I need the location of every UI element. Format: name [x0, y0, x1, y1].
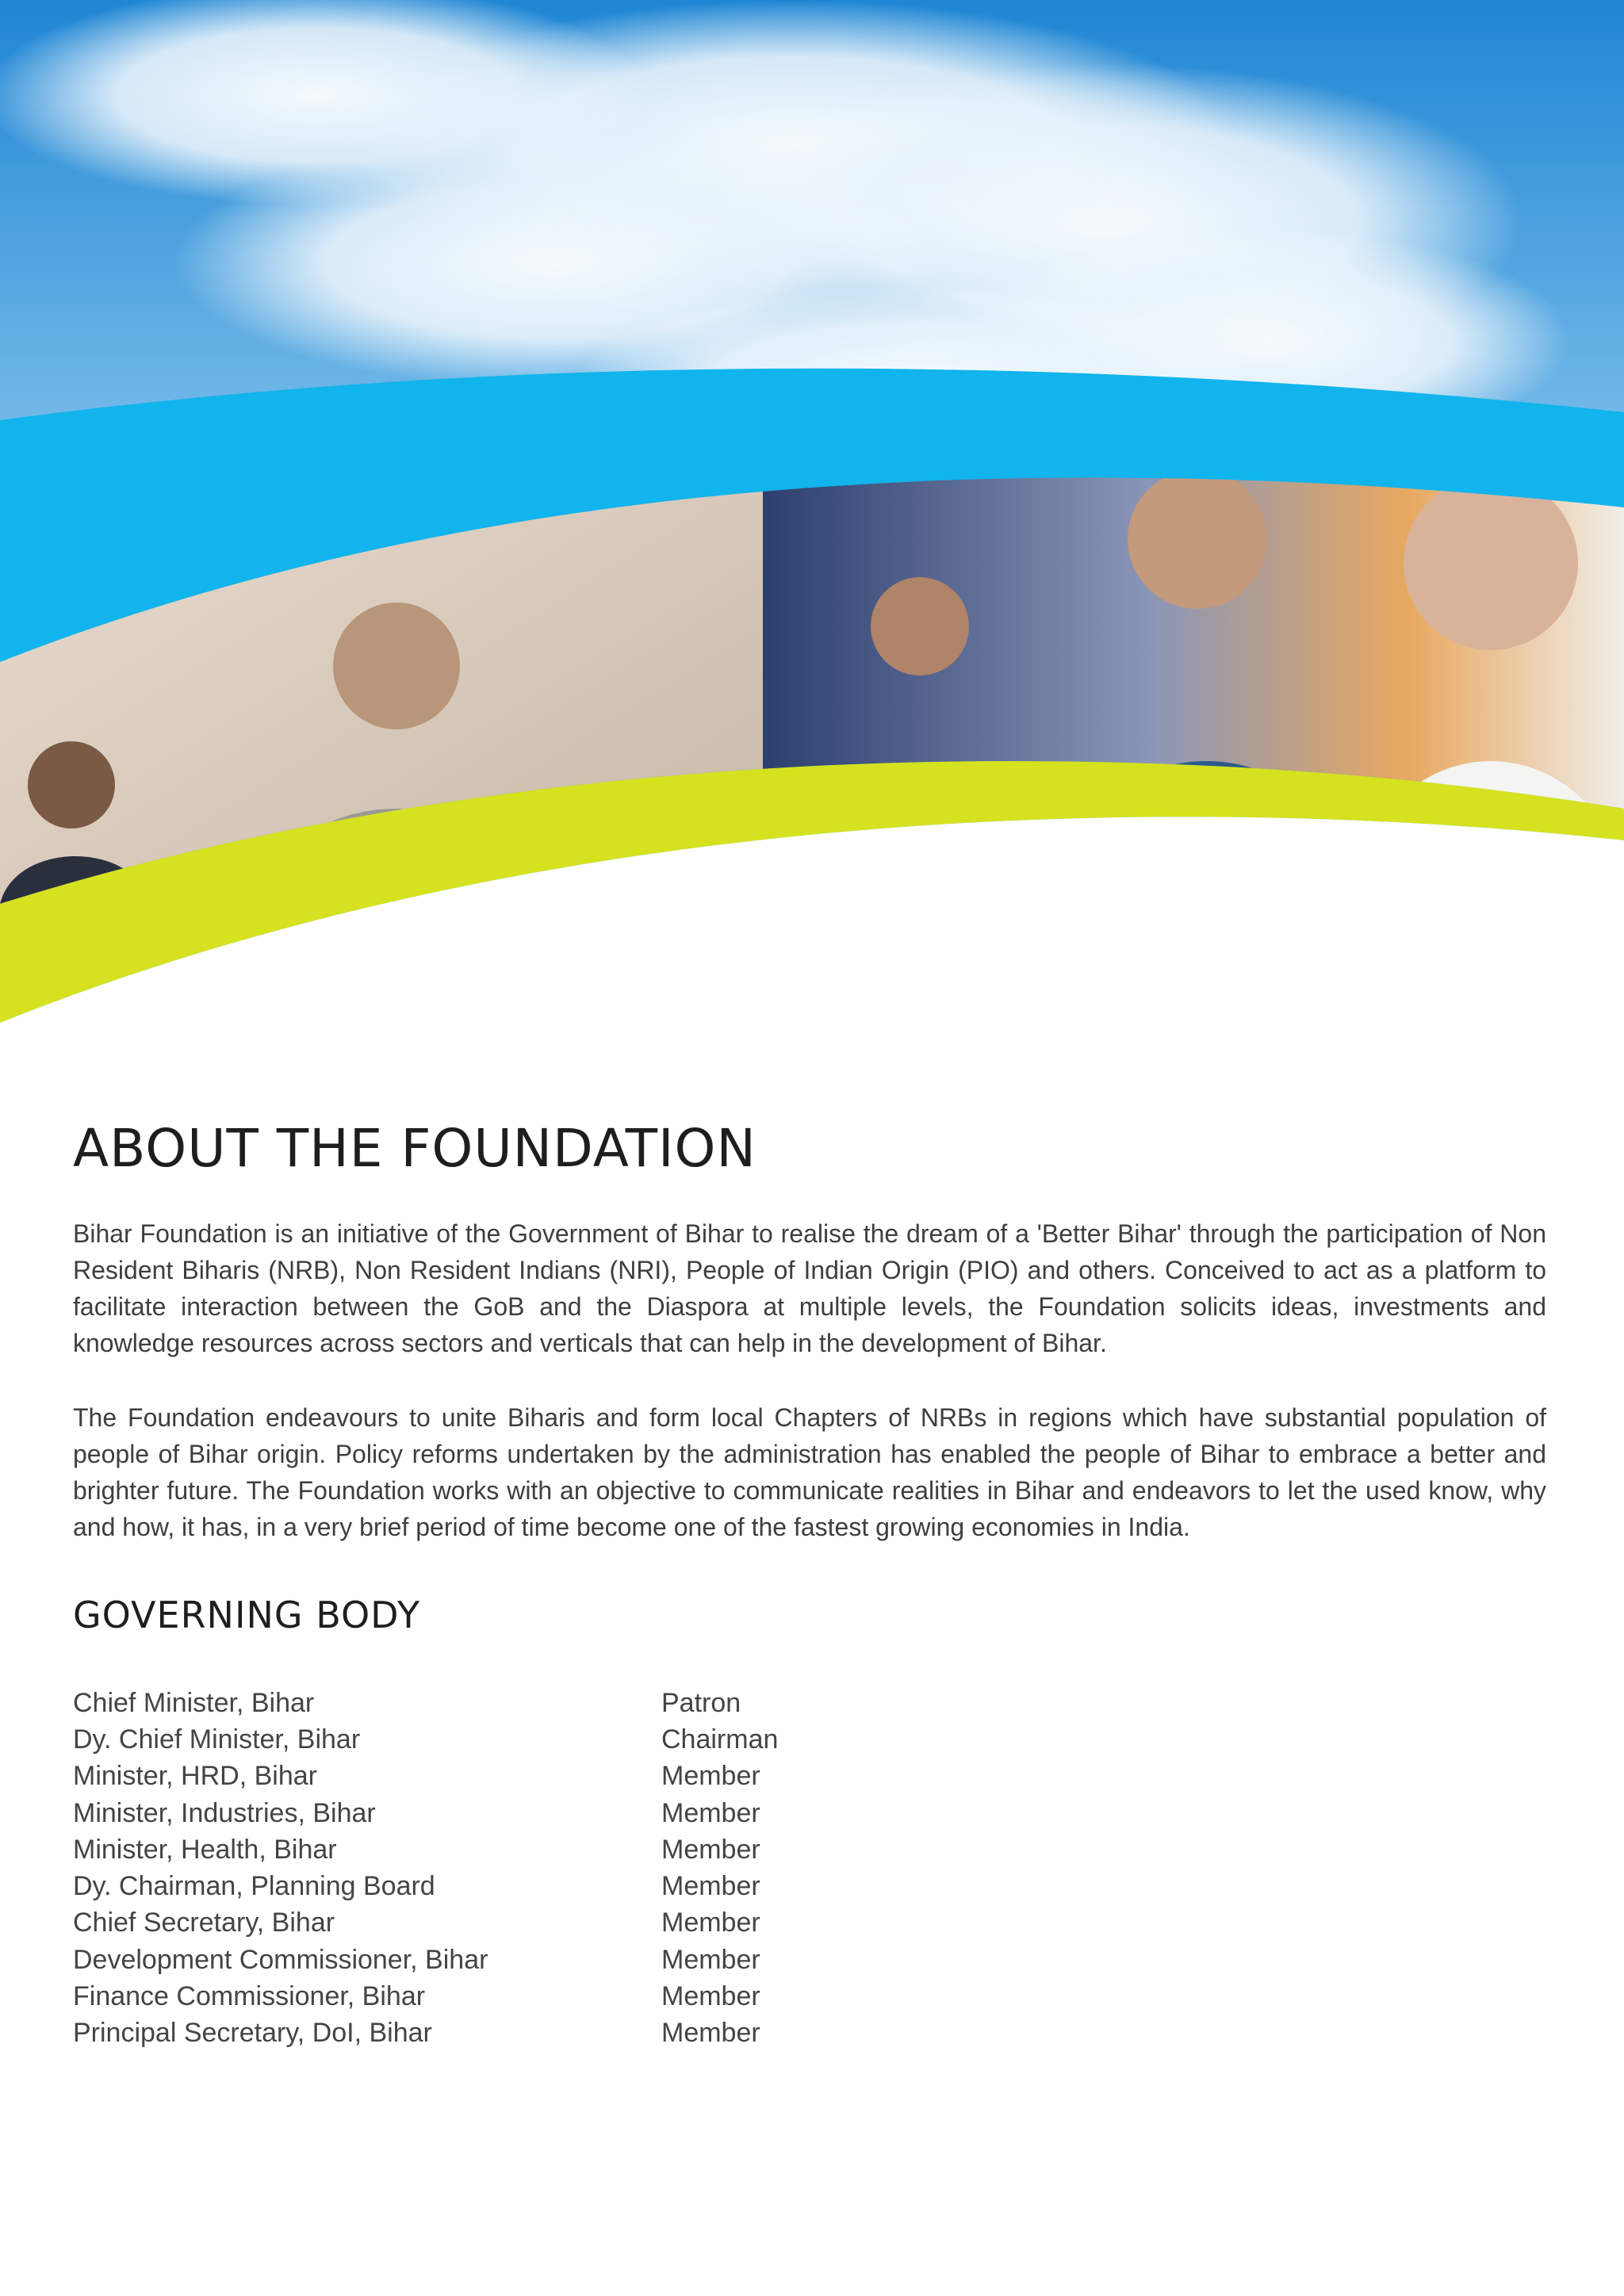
about-paragraph-2: The Foundation endeavours to unite Biharis and form local Chapters of NRBs in regions which have substantial population of people of Bihar origin. Policy reforms undertaken by the administration has enabled the people of Bihar to embrace a better and brighter future. The Foundation works with an objective to communicate realities in Bihar and endeavors to let the used know, why and how, it has, in a very brief period of time become one of the fastest growing economies in India. — [73, 1403, 1546, 1541]
member-position: Chief Minister, Bihar — [73, 1687, 315, 1718]
member-role: Chairman — [661, 1724, 779, 1755]
member-role: Member — [661, 1834, 760, 1865]
member-position: Dy. Chief Minister, Bihar — [73, 1724, 361, 1755]
member-role: Patron — [661, 1687, 741, 1718]
about-paragraph-1: Bihar Foundation is an initiative of the Government of Bihar to realise the dream of a 'Better Bihar' through the participation of Non Resident Biharis (NRB), Non Resident Indians (NRI), People of Indian Origin (PIO) and others. Conceived to act as a platform to facilitate interaction between the GoB and the Diaspora at multiple levels, the Foundation solicits ideas, investments and knowledge resources across sectors and verticals that can help in the development of Bihar. — [73, 1219, 1546, 1357]
member-row — [73, 1721, 1025, 1758]
member-role: Member — [661, 2018, 760, 2049]
member-role: Member — [661, 1908, 760, 1938]
member-position: Dy. Chairman, Planning Board — [73, 1871, 435, 1902]
member-row — [73, 1758, 1025, 1795]
governing-body-title: GOVERNING BODY — [73, 1594, 421, 1636]
governing-body-list — [73, 1685, 1025, 2052]
member-row — [73, 1942, 1025, 1978]
member-position: Finance Commissioner, Bihar — [73, 1981, 426, 2012]
member-row — [73, 1905, 1025, 1942]
member-role: Member — [661, 1871, 760, 1902]
member-position: Minister, Health, Bihar — [73, 1834, 337, 1865]
member-role: Member — [661, 1944, 760, 1975]
member-row — [73, 1685, 1025, 1721]
member-row — [73, 1831, 1025, 1868]
member-row — [73, 1795, 1025, 1831]
member-position: Development Commissioner, Bihar — [73, 1944, 488, 1975]
member-role: Member — [661, 1981, 760, 2012]
member-position: Chief Secretary, Bihar — [73, 1908, 335, 1938]
member-row — [73, 2015, 1025, 2052]
member-position: Principal Secretary, DoI, Bihar — [73, 2018, 432, 2049]
member-role: Member — [661, 1761, 760, 1792]
member-position: Minister, Industries, Bihar — [73, 1797, 376, 1828]
member-row — [73, 1978, 1025, 2015]
member-position: Minister, HRD, Bihar — [73, 1761, 317, 1792]
hero-banner — [0, 0, 1624, 1031]
member-row — [73, 1868, 1025, 1904]
page-title: ABOUT THE FOUNDATION — [73, 1118, 756, 1179]
member-role: Member — [661, 1797, 760, 1828]
